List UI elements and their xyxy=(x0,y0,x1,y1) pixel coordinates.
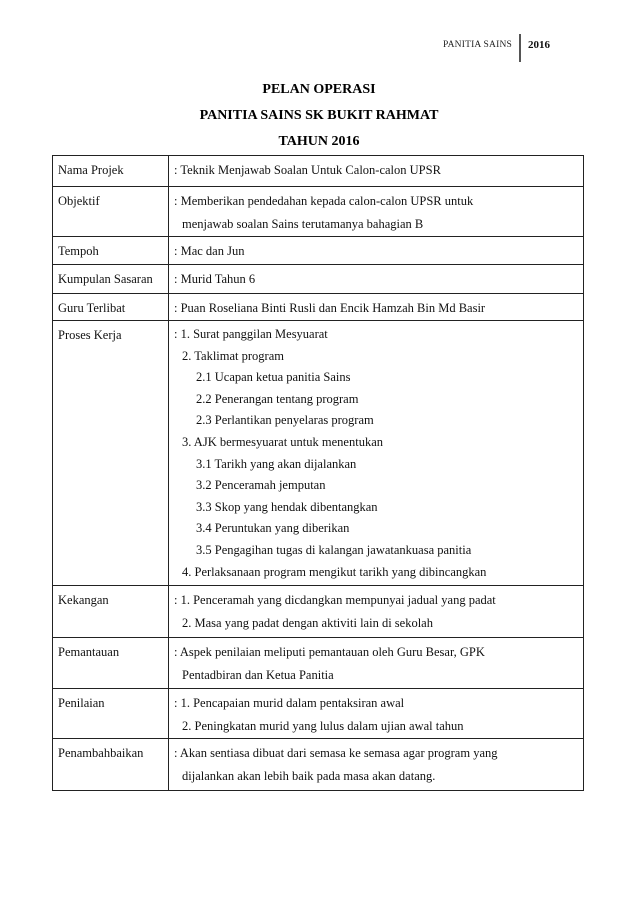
row-label: Kekangan xyxy=(53,586,169,638)
row-label: Penambahbaikan xyxy=(53,739,169,791)
row-value xyxy=(169,237,584,265)
row-value xyxy=(169,689,584,739)
value-line: : Mac dan Jun xyxy=(174,244,245,258)
value-line: 4. Perlaksanaan program mengikut tarikh yang dibincangkan xyxy=(182,564,487,579)
value-line: 3.2 Penceramah jemputan xyxy=(196,478,326,493)
value-line: Pentadbiran dan Ketua Panitia xyxy=(182,668,334,682)
row-proses-kerja xyxy=(53,321,584,586)
value-line: : Akan sentiasa dibuat dari semasa ke semasa agar program yang xyxy=(174,746,498,760)
row-label: Nama Projek xyxy=(53,156,169,187)
row-label: Penilaian xyxy=(53,689,169,739)
title-line-1: PELAN OPERASI xyxy=(262,82,376,97)
document-title xyxy=(0,77,638,155)
row-label: Pemantauan xyxy=(53,638,169,689)
value-line: 3.1 Tarikh yang akan dijalankan xyxy=(196,456,357,471)
row-nama-projek xyxy=(53,156,584,187)
header-year: 2016 xyxy=(528,39,550,51)
row-value xyxy=(169,294,584,321)
value-line: 3.3 Skop yang hendak dibentangkan xyxy=(196,499,378,514)
value-line: 2.1 Ucapan ketua panitia Sains xyxy=(196,370,351,385)
row-value xyxy=(169,739,584,791)
value-line: : Memberikan pendedahan kepada calon-calon UPSR untuk xyxy=(174,194,474,208)
row-kumpulan-sasaran xyxy=(53,265,584,294)
value-line: 2.2 Penerangan tentang program xyxy=(196,391,359,406)
value-line: : Aspek penilaian meliputi pemantauan oleh Guru Besar, GPK xyxy=(174,645,485,659)
value-line: : Teknik Menjawab Soalan Untuk Calon-calon UPSR xyxy=(174,163,441,177)
value-line: : Murid Tahun 6 xyxy=(174,272,256,286)
value-line: 2. Masa yang padat dengan aktiviti lain di sekolah xyxy=(182,616,433,630)
row-penilaian xyxy=(53,689,584,739)
value-line: 3. AJK bermesyuarat untuk menentukan xyxy=(182,434,383,449)
row-penambahbaikan xyxy=(53,739,584,791)
row-value xyxy=(169,156,584,187)
value-line: : 1. Pencapaian murid dalam pentaksiran awal xyxy=(174,696,405,710)
value-line: 2. Taklimat program xyxy=(182,348,284,363)
row-value xyxy=(169,638,584,689)
row-value xyxy=(169,586,584,638)
row-label: Guru Terlibat xyxy=(53,294,169,321)
row-label: Objektif xyxy=(53,187,169,237)
row-value xyxy=(169,265,584,294)
value-line: : 1. Surat panggilan Mesyuarat xyxy=(174,327,328,341)
row-label: Tempoh xyxy=(53,237,169,265)
title-line-3: TAHUN 2016 xyxy=(278,134,360,149)
value-line: 3.4 Peruntukan yang diberikan xyxy=(196,521,350,536)
value-line: : Puan Roseliana Binti Rusli dan Encik Hamzah Bin Md Basir xyxy=(174,301,486,315)
header-section-label: PANITIA SAINS xyxy=(442,40,512,50)
title-line-2: PANITIA SAINS SK BUKIT RAHMAT xyxy=(199,108,439,123)
row-value xyxy=(169,321,584,586)
value-line: : 1. Penceramah yang dicdangkan mempunyai jadual yang padat xyxy=(174,593,496,607)
row-pemantauan xyxy=(53,638,584,689)
row-label: Kumpulan Sasaran xyxy=(53,265,169,294)
value-line: 3.5 Pengagihan tugas di kalangan jawatankuasa panitia xyxy=(196,542,472,557)
value-line: 2.3 Perlantikan penyelaras program xyxy=(196,413,374,428)
operation-plan-table xyxy=(52,155,584,791)
value-line: 2. Peningkatan murid yang lulus dalam ujian awal tahun xyxy=(182,719,464,733)
value-line: menjawab soalan Sains terutamanya bahagian B xyxy=(182,217,424,231)
row-label: Proses Kerja xyxy=(53,321,169,586)
value-line: dijalankan akan lebih baik pada masa akan datang. xyxy=(182,769,436,783)
row-guru-terlibat xyxy=(53,294,584,321)
header-divider xyxy=(519,34,521,62)
row-objektif xyxy=(53,187,584,237)
row-value xyxy=(169,187,584,237)
row-tempoh xyxy=(53,237,584,265)
row-kekangan xyxy=(53,586,584,638)
